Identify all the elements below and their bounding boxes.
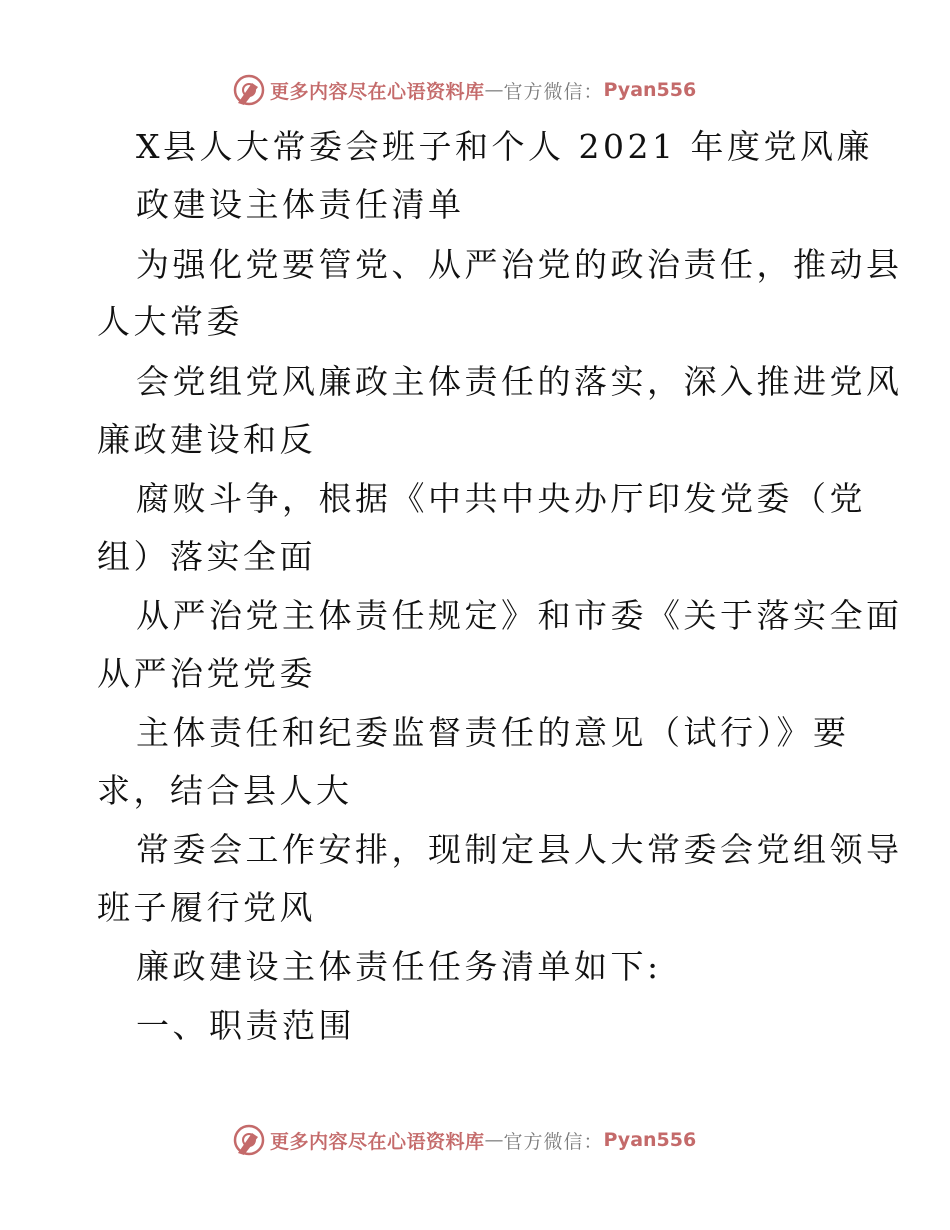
document-title-line-1: X县人大常委会班子和个人 2021 年度党风廉	[136, 127, 873, 166]
pen-logo-icon	[232, 73, 266, 107]
paragraph-line: 从严治党党委	[97, 654, 316, 693]
paragraph-line: 主体责任和纪委监督责任的意见（试行）》要	[136, 713, 850, 752]
paragraph-line: 为强化党要管党、从严治党的政治责任，推动县	[136, 245, 903, 284]
paragraph-line: 常委会工作安排，现制定县人大常委会党组领导	[136, 830, 903, 869]
watermark-wechat-id: Pyan556	[603, 79, 697, 101]
watermark-header	[232, 70, 752, 110]
paragraph-line: 从严治党主体责任规定》和市委《关于落实全面	[136, 596, 903, 635]
paragraph-line: 班子履行党风	[97, 888, 316, 927]
watermark-wechat-label: 官方微信：	[503, 80, 604, 103]
watermark-text: 更多内容尽在心语资料库	[270, 80, 485, 103]
paragraph-line: 廉政建设主体责任任务清单如下:	[136, 947, 662, 986]
paragraph-line: 人大常委	[97, 302, 243, 341]
paragraph-line: 求，结合县人大	[97, 771, 353, 810]
watermark-dash: —	[484, 79, 504, 101]
watermark-wechat-id: Pyan556	[603, 1129, 697, 1151]
pen-logo-icon	[232, 1123, 266, 1157]
section-heading: 一、职责范围	[136, 1006, 355, 1045]
watermark-dash: —	[484, 1129, 504, 1151]
paragraph-line: 组）落实全面	[97, 537, 316, 576]
document-title-line-2: 政建设主体责任清单	[136, 185, 465, 224]
watermark-footer	[232, 1120, 752, 1160]
watermark-wechat-label: 官方微信：	[503, 1130, 604, 1153]
paragraph-line: 腐败斗争，根据《中共中央办厅印发党委（党	[136, 479, 866, 518]
paragraph-line: 会党组党风廉政主体责任的落实，深入推进党风	[136, 362, 903, 401]
watermark-text: 更多内容尽在心语资料库	[270, 1130, 485, 1153]
paragraph-line: 廉政建设和反	[97, 420, 316, 459]
